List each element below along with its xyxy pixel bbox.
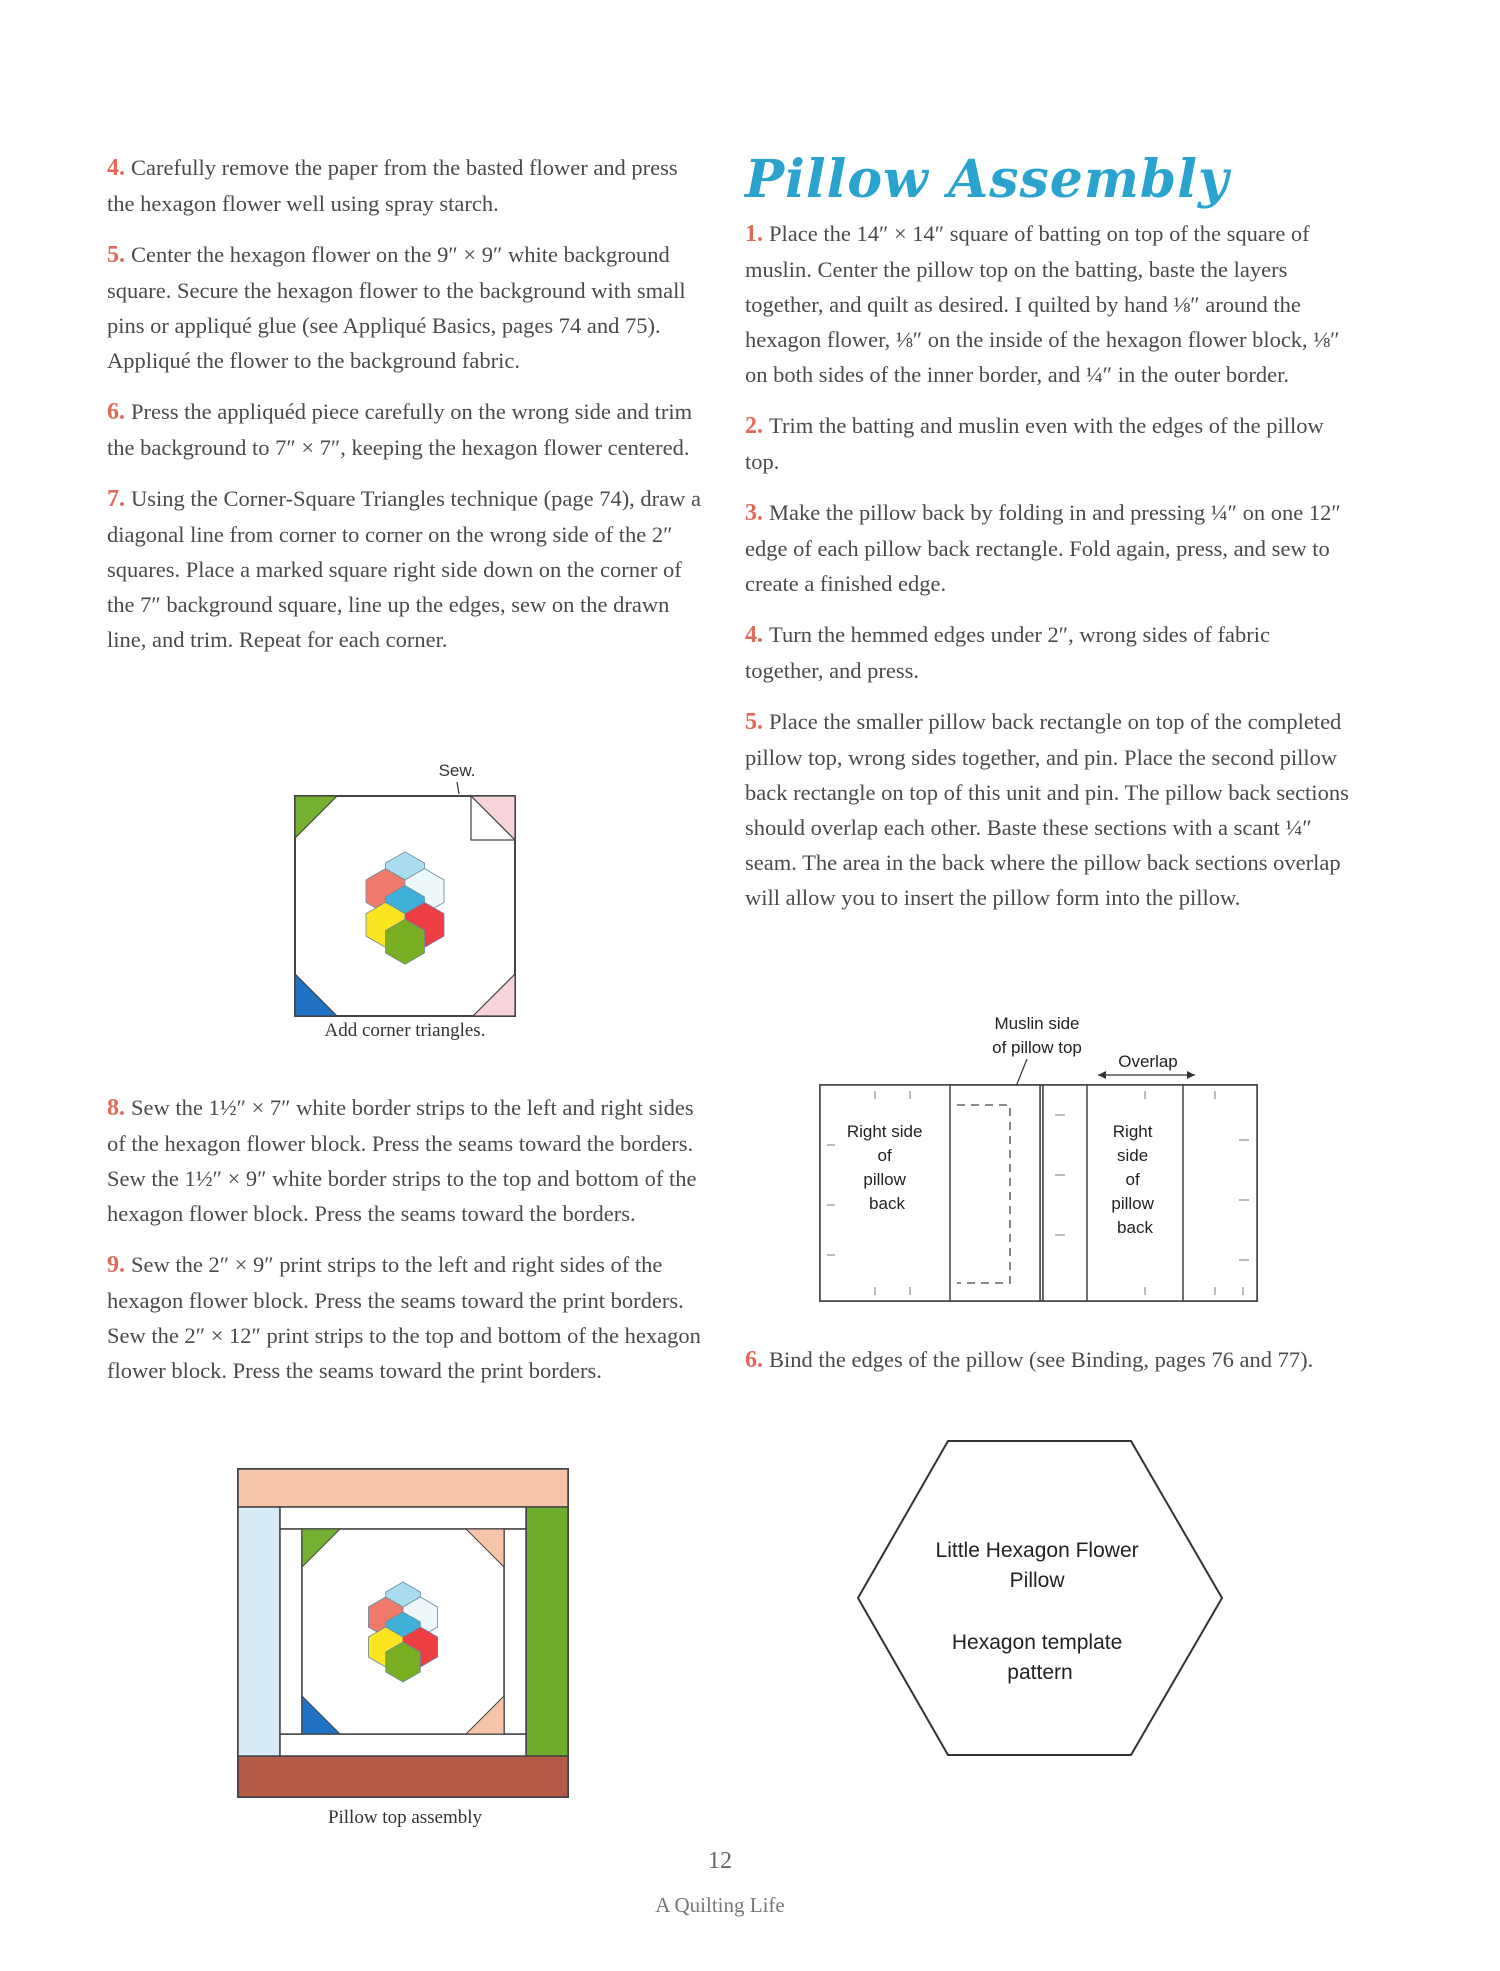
- step-7: 7. Using the Corner-Square Triangles technique (page 74), draw a diagonal line from corner to corner on the wrong side of the 2″ squares. Place a marked square right side down on the corner of the 7″ background square, line up the edges, sew on the drawn line, and trim. Repeat for each corner.: [107, 486, 702, 652]
- right-column-step6: [745, 1342, 1335, 1394]
- step-4: 4. Carefully remove the paper from the basted flower and press the hexagon flower well using spray starch.: [107, 155, 678, 216]
- assembly-step-4: 4. Turn the hemmed edges under 2″, wrong sides of fabric together, and press.: [745, 622, 1270, 683]
- hexagon-template-shape: [855, 1438, 1225, 1758]
- step-9: 9. Sew the 2″ × 9″ print strips to the left and right sides of the hexagon flower block. Press the seams toward the print borders. Sew the 2″ × 12″ print strips to the top and bottom of the hexagon flower block. Press the seams toward the print borders.: [107, 1252, 701, 1383]
- left-column-top: [107, 150, 702, 673]
- page-number: 12: [708, 1848, 732, 1874]
- figure-corner-triangles: [285, 758, 525, 1048]
- step-5: 5. Center the hexagon flower on the 9″ × 9″ white background square. Secure the hexagon flower to the background with small pins or appliqué glue (see Appliqué Basics, pages 74 and 75). Appliqué the flower to the background fabric.: [107, 242, 686, 373]
- assembly-step-2: 2. Trim the batting and muslin even with the edges of the pillow top.: [745, 413, 1324, 474]
- overlap-label: Overlap: [1118, 1052, 1178, 1071]
- assembly-step-1: 1. Place the 14″ × 14″ square of batting on top of the square of muslin. Center the pillow top on the batting, baste the layers together, and quilt as desired. I quilted by hand ⅛″ around the hexagon flower, ⅛″ on the inside of the hexagon flower block, ⅛″ on both sides of the inner border, and ¼″ in the outer border.: [745, 221, 1340, 387]
- sew-label: Sew.: [438, 761, 476, 780]
- figure1-caption: Add corner triangles.: [324, 1020, 486, 1041]
- right-back-label: Right side of pillow back: [1111, 1122, 1154, 1237]
- left-column-bottom: [107, 1090, 702, 1404]
- step-8: 8. Sew the 1½″ × 7″ white border strips to the left and right sides of the hexagon flower block. Press the seams toward the borders. Sew the 1½″ × 9″ white border strips to the top and bottom of the hexagon flower block. Press the seams toward the borders.: [107, 1095, 697, 1226]
- muslin-label-line1: Muslin side: [994, 1014, 1080, 1033]
- figure-pillow-top-assembly: [237, 1468, 572, 1800]
- pillow-back-diagram: [815, 1005, 1270, 1305]
- assembly-step-6: 6. Bind the edges of the pillow (see Binding, pages 76 and 77).: [745, 1347, 1314, 1373]
- figure2-caption: Pillow top assembly: [327, 1807, 483, 1828]
- corner-triangles-diagram: [285, 758, 525, 1048]
- assembly-step-3: 3. Make the pillow back by folding in and pressing ¼″ on one 12″ edge of each pillow back rectangle. Fold again, press, and sew to create a finished edge.: [745, 500, 1341, 596]
- right-column: [745, 150, 1350, 931]
- book-title: A Quilting Life: [655, 1893, 785, 1917]
- pillow-top-diagram: [237, 1468, 572, 1800]
- left-back-label: Right side of pillow back: [846, 1122, 923, 1213]
- hexagon-template: [855, 1438, 1225, 1758]
- muslin-label-line2: of pillow top: [992, 1038, 1082, 1057]
- assembly-step-5: 5. Place the smaller pillow back rectangle on top of the completed pillow top, wrong sides together, and pin. Place the second pillow back rectangle on top of this unit and pin. The pillow back sections should overlap each other. Baste these sections with a scant ¼″ seam. The area in the back where the pillow back sections overlap will allow you to insert the pillow form into the pillow.: [745, 709, 1349, 910]
- section-heading: Pillow Assembly: [745, 149, 1230, 210]
- step-6: 6. Press the appliquéd piece carefully on the wrong side and trim the background to 7″ × 7″, keeping the hexagon flower centered.: [107, 399, 693, 460]
- template-label: Little Hexagon Flower Pillow Hexagon template pattern: [935, 1539, 1139, 1684]
- figure-pillow-back: [815, 1005, 1270, 1305]
